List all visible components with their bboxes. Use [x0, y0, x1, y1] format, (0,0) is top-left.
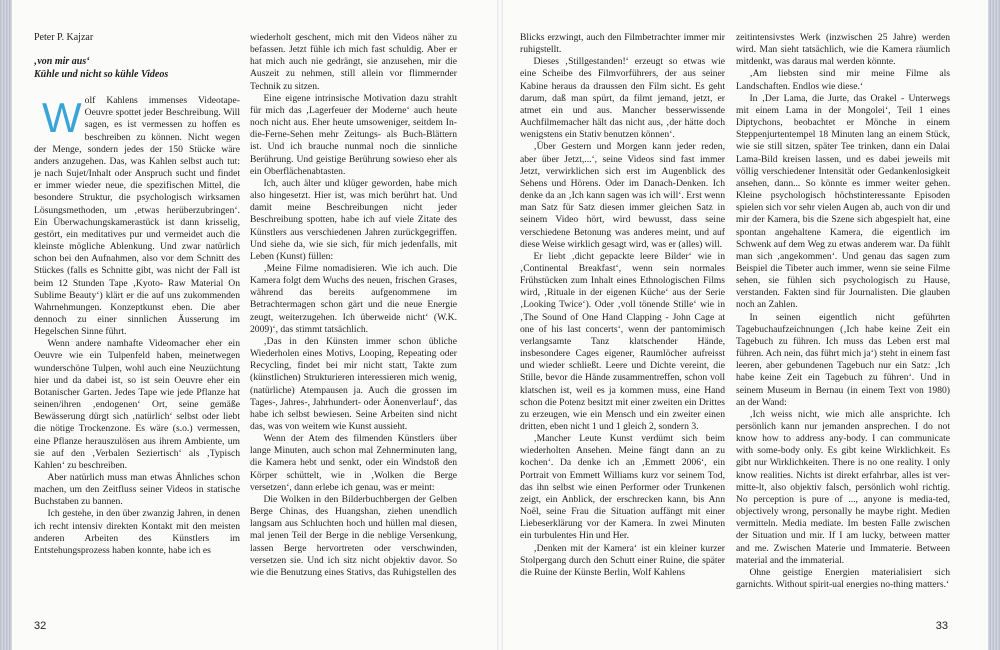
- left-page: [12, 0, 497, 650]
- page-number-left: 32: [34, 620, 47, 632]
- left-column-2: [250, 32, 457, 612]
- paragraph: Dieses ‚Stillgestanden!‘ erzeugt so etwas wie eine Scheibe des Filmvorführers, der aus seiner Kabine heraus da draussen den Film sicht. Es geht darum, daß man spürt, da filmt jemand, jetzt, er atmet ein und aus. Mancher besserwissende Auchfilmemacher hält das nicht aus, ‚der hätte doch wenigstens ein Stativ benutzen können‘.: [520, 56, 725, 141]
- article-title-line-1: ‚von mir aus‘: [34, 56, 90, 68]
- page-stack-edge-left: [0, 0, 12, 650]
- paragraph: Er liebt ‚dicht gepackte leere Bilder‘ wie in ‚Continental Breakfast‘, wenn sein normales Frühstücken zum Inhalt eines Ethnologischen Films wird, ‚Rituale in der eigenen Küche‘ aus der Serie ‚Looking Twice‘). Oder ‚voll tönende Stille‘ wie in ‚The Sound of One Hand Clapping - John Cage at one of his last concerts‘, wenn der pantomimisch verlangsamte Tanz klatschender Hände, insbesondere Cages eigener, Raumlöcher aufreisst und wieder schließt. Leere und Dichte vereint, die Stille, bevor die Hände zusammentreffen, schon voll klatschen ist, weil es ja kommen muss, eine Hand schon die Potenz besitzt mit einer zweiten ein Drittes zu erzeugen, wie ein Mensch und ein zweiter einen dritten, eben nicht 1 und 1 gleich 2, sondern 3.: [520, 250, 725, 432]
- paragraph: ‚Ich weiss nicht, wie mich alle ansprichte. Ich persönlich kann nur jemanden ansprechen. I do not know how to address any-body. I can communicate with some-body only. Es gibt keine Wirklichkeit. Es gibt nur Wirklichkeiten. There is no one reality. I only know realities. Nichts ist direkt erfahrbar, alles ist ver-mitte-lt, also objektiv falsch, persönlich wohl richtig. No perception is pure of ..., anyone is media-ted, objectively wrong, personally he maybe right. Medien vermitteln. Media mediate. Im besten Falle zwischen der Situation und mir. If I am lucky, between matter and me. Zwischen Materie und Immaterie. Between material and the immaterial.: [736, 408, 950, 566]
- paragraph: Die Wolken in den Bilderbuchbergen der Gelben Berge Chinas, des Huangshan, ziehen unendlich langsam aus Schluchten hoch und hüllen mal diesen, mal jenen Teil der Berge in die neblige Versenkung, lassen Berge hervortreten oder verschwinden, versetzen sie. Und ich sitz nicht objektiv davor. So wie die Benutzung eines Stativs, das Ruhigstellen des: [250, 493, 457, 578]
- page-number-right: 33: [935, 620, 948, 632]
- paragraph: In seinen eigentlich nicht geführten Tagebuchaufzeichnungen (‚Ich habe keine Zeit ein Tagebuch zu führen. Ich muss das Leben erst mal führen. Ach nein, das führt mich ja‘) steht in einem fast leeren, aber gebundenen Tagebuch nur ein Satz: ‚Ich habe keine Zeit ein Tagebuch zu führen‘. Und in seinem Museum in Bernau (in einem Text von 1980) an der Wand:: [736, 311, 950, 408]
- paragraph: ‚Über Gestern und Morgen kann jeder reden, aber über Jetzt,...‘, seine Videos sind fast immer Jetzt, verwirklichen sich erst im Augenblick des Sehens und Hörens. Oder im Danach-Denken. Ich denke da an ‚Ich kann sagen was ich will‘. Erst wenn man Satz für Satz diesen immer gleichen Satz in seinem Video hört, wird bewusst, dass seine verschiedene Betonung was anderes meint, und auf diese Weise wirklich gesagt wird, was er (alles) will.: [520, 141, 725, 250]
- right-column-2: [736, 32, 950, 612]
- page-stack-edge-right: [988, 0, 1000, 650]
- drop-cap: W: [42, 94, 82, 142]
- paragraph: Ich gestehe, in den über zwanzig Jahren, in denen ich recht intensiv direkten Kontakt mit den meisten anderen Arbeiten des Künstlers im Entstehungsprozess haben konnte, habe ich es: [34, 508, 240, 556]
- paragraph: ‚Denken mit der Kamera‘ ist ein kleiner kurzer Stolpergang durch den Schutt einer Ruine, die später die Ruine der Künste Berlin, Wolf Kahlens: [520, 542, 725, 578]
- left-column-1: [34, 32, 240, 612]
- paragraph: Ohne geistige Energien materialisiert sich garnichts. Without spirit-ual energies no-thing matters.‘: [736, 566, 950, 591]
- right-column-1: [520, 32, 725, 612]
- paragraph: zeitintensivstes Werk (inzwischen 25 Jahre) werden wird. Man sieht tatsächlich, wie die Kamera räumlich mitdenkt, was daraus mal werden könnte.: [736, 32, 950, 68]
- paragraph: In ‚Der Lama, die Jurte, das Orakel - Unterwegs mit einem Lama in der Mongolei‘, Teil 1 eines Diptychons, beobachtet er Mönche in einem Steppenjurtentempel 18 Minuten lang an einem Stück, wie sie still sitzen, später Tee trinken, dann ein Dalai Lama-Bild kreisen lassen, und es dabei jeweils mit völlig verschiedener Intensität oder Gedankenlosigkeit ansehen, dann... So könnte es immer weiter gehen. Kleine psychologisch höchstinteressante Episoden spielen sich vor sehr vielen Augen ab, auch von dir und mir der Kamera, bis die Szene sich abgespielt hat, eine spontan angehaltene Kamera, die eigentlich im Schwenk auf dem Weg zu etwas anderem war. Da fühlt man sich ‚angekommen‘. Und genau das sagen zum Beispiel die Tibeter auch immer, wenn sie seine Filme sehen, sie fühlen sich psychologisch zu Hause, verstanden. Fakten sind für Journalisten. Die glauben noch an Zahlen.: [736, 92, 950, 311]
- author-name: Peter P. Kajzar: [34, 32, 94, 43]
- paragraph: wiederholt geschent, mich mit den Videos näher zu befassen. Jetzt fühle ich mich fast schuldig. Aber er hat mich auch nie gedrängt, sie anzusehen, mir die Auszeit zu nehmen, still allein vor flimmernder Technik zu sitzen.: [250, 32, 457, 92]
- paragraph: Eine eigene intrinsische Motivation dazu strahlt für mich das ‚Lagerfeuer der Moderne‘ auch heute noch nicht aus. Eher heute umsoweniger, seitdem In-die-Ferne-Sehen mehr Zeitungs- als Buch-Blättern ist. Und ich brauche nunmal noch die sinnliche Berührung. Und geistige Berührung sowieso eher als ein Oberflächenabtasten.: [250, 92, 457, 177]
- paragraph: Wenn der Atem des filmenden Künstlers über lange Minuten, auch schon mal Zehnerminuten lang, die Kamera hebt und senkt, oder ein Windstoß den Körper schüttelt, wie in ‚Wolken die Berge versetzen‘, dann erlebe ich genau, was er meint:: [250, 433, 457, 493]
- paragraph: Ich, auch älter und klüger geworden, habe mich also hingesetzt. Hier ist, was mich berührt hat. Und damit meine Beschreibungen nicht jeder Beschreibung spotten, habe ich auf viele Zitate des Künstlers aus verschiedenen Jahren zurückgegriffen. Und siehe da, wie sie sich, für mich jedenfalls, mit Leben (Kunst) füllen:: [250, 177, 457, 262]
- paragraph: ‚Am liebsten sind mir meine Filme als Landschaften. Endlos wie diese.‘: [736, 68, 950, 92]
- paragraph: ‚Das in den Künsten immer schon übliche Wiederholen eines Motivs, Looping, Repeating oder Recycling, findet bei mir nicht statt, Takte zum (künstlichen) Strukturieren interessieren mich wenig, (natürliche) Atempausen ja. Auch die grossen im Tages-, Jahres-, Jahrhundert- oder Äonenverlauf‘, das habe ich selbst bewiesen. Seine Arbeiten sind nicht das, was von weitem wie Kunst aussieht.: [250, 335, 457, 432]
- paragraph: ‚Meine Filme nomadisieren. Wie ich auch. Die Kamera folgt dem Wuchs des neuen, frischen Grases, während das bereits aufgenommene im Betrachtermagen schon gärt und die neue Energie zeugt, weiterzugehen. Ich überweide nicht‘ (W.K. 2009)‘, das stimmt tatsächlich.: [250, 262, 457, 335]
- right-page: [503, 0, 988, 650]
- paragraph: ‚Mancher Leute Kunst verdümt sich beim wiederholten Ansehen. Meine fängt dann an zu kochen‘. Da denke ich an ‚Emmett 2006‘, ein Portrait von Emmett Williams kurz vor seinem Tod, das ihn selbst wie einen Performer oder Trunkenen zeigt, ein Anblick, der erschrecken kann, bis Ann Noël, seine Frau die Situation auffängt mit einer Liebeserklärung vor der Kamera. In zwei Minuten ein turbulentes Hin und Her.: [520, 433, 725, 542]
- paragraph: Wolf Kahlens immenses Videotape-Oeuvre spottet jeder Beschreibung. Will sagen, es ist vermessen zu hoffen es beschreiben zu können. Nicht wegen der Menge, sondern jedes der 150 Stücke wäre anders anzugehen. Das, was Kahlen selbst auch tut: je nach Sujet/Inhalt oder Anspruch sucht und findet er immer wieder neue, die spezifischen Mittel, die besondere Struktur, die psychologisch wirksamen Lösungsmethoden, um ‚etwas herüberzubringen‘. Ein Überwachungskamerastück ist dann krisselig, gestört, ein meditatives pur und vermeidet auch die kleinste mögliche Ablenkung. Und zwar natürlich schon bei den Aufnahmen, also vor dem Schnitt des Stückes (falls es Schnitte gibt, was nicht der Fall ist beim 12 Stunden Tape ‚Kyoto- Raw Material On Sublime Beauty‘) klärt er die auf uns zukommenden Wahrnehmungen. Konzeptkunst eben. Die aber dennoch zu einer sinnlichen Äusserung im Hegelschen Sinne führt.: [34, 94, 240, 338]
- paragraph: Blicks erzwingt, auch den Filmbetrachter immer mir ruhigstellt.: [520, 32, 725, 56]
- article-title-line-2: Kühle und nicht so kühle Videos: [34, 68, 169, 80]
- paragraph: Wenn andere namhafte Videomacher eher ein Oeuvre wie ein Tulpenfeld haben, meinetwegen wunderschöne Tulpen, wohl auch eine Neuzüchtung hier und da dabei ist, so ist sein Oeuvre eher ein Botanischer Garten. Jedes Tape wie jede Pflanze hat seinen/ihren ‚endogenen‘ Ort, seine gemäße Bewässerung dürgt sich ‚natürlich‘ selbst oder liebt die nötige Trockenzone. Es wäre (s.o.) vermessen, eine Pflanze herauszulösen aus ihrem Ambiente, um sie auf den ‚Verbalen Seziertisch‘ als ‚Typisch Kahlen‘ zu beschreiben.: [34, 338, 240, 471]
- paragraph: Aber natürlich muss man etwas Ähnliches schon machen, um den Zeitfluss seiner Videos in statische Buchstaben zu bannen.: [34, 472, 240, 508]
